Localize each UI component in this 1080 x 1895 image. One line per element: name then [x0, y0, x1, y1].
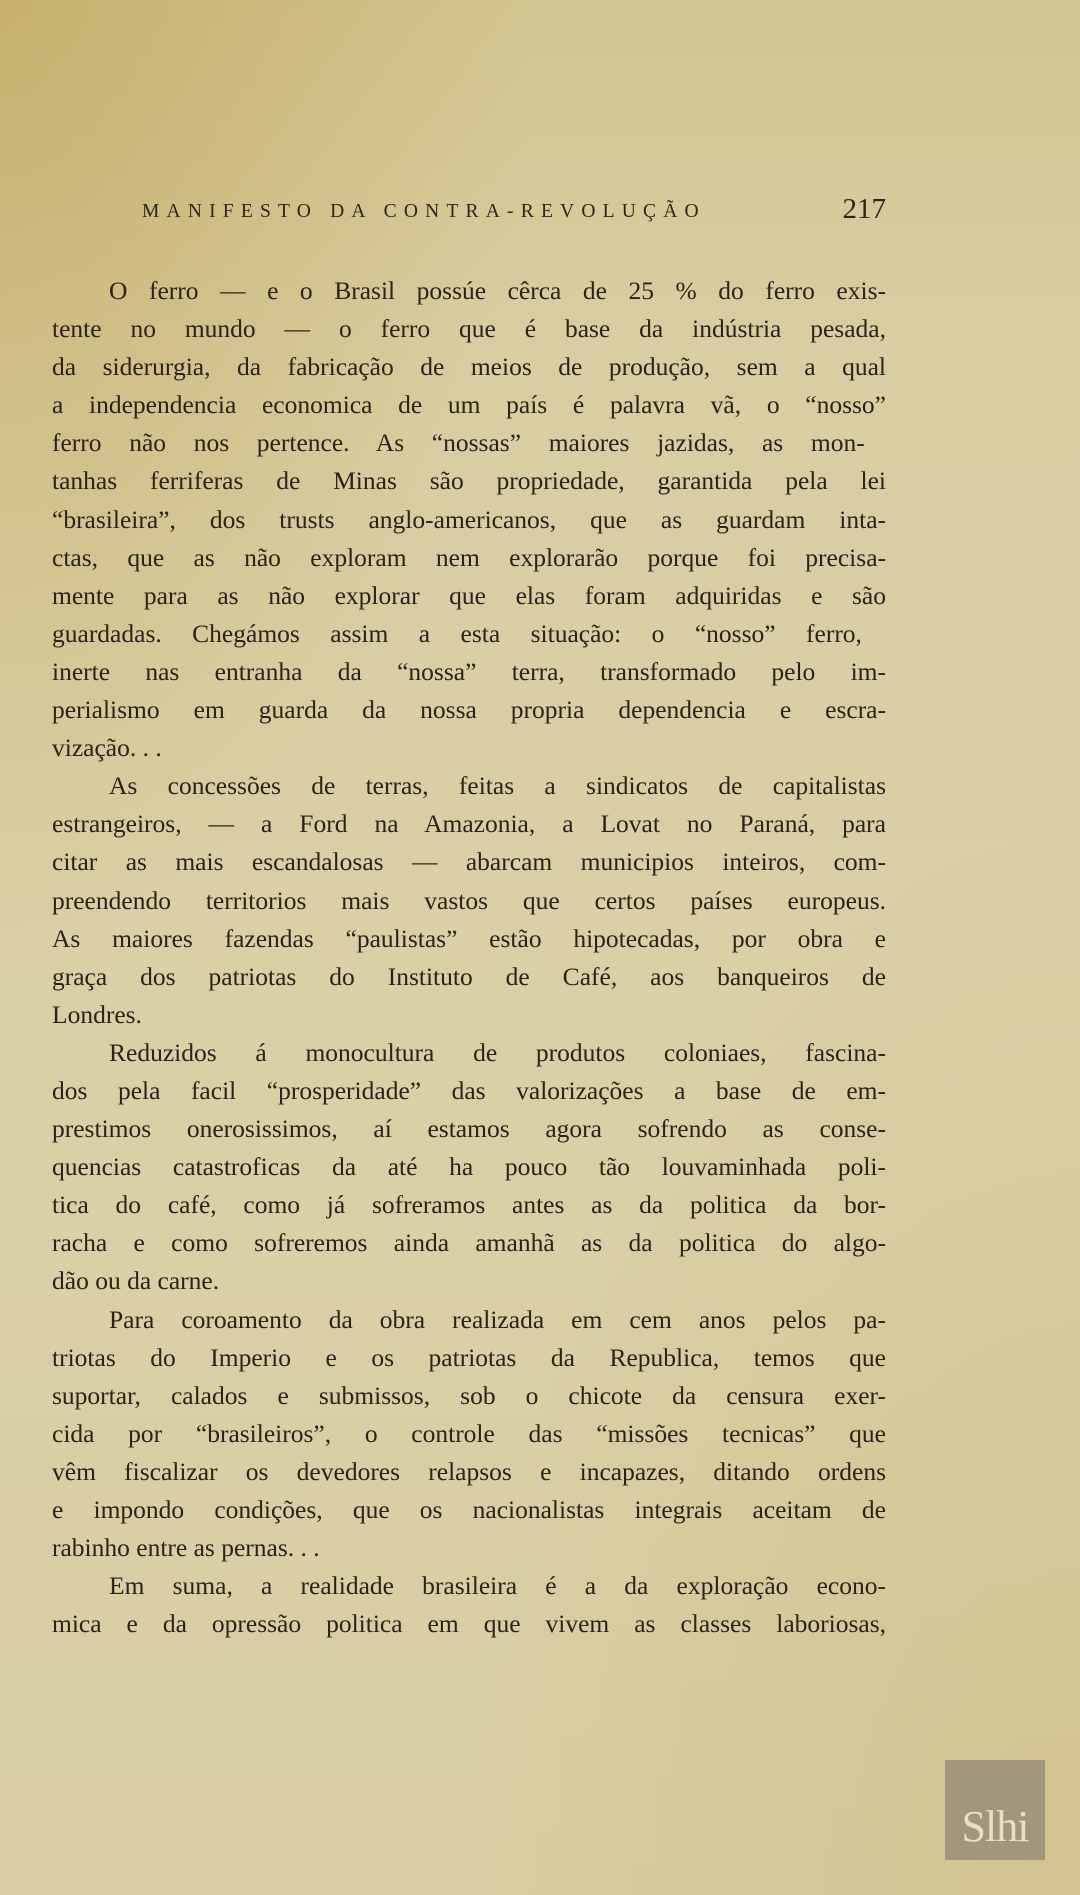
text-line: tica do café, como já sofreramos antes as da politica da bor-	[52, 1190, 886, 1220]
text-line: O ferro — e o Brasil possúe cêrca de 25 % do ferro exis-	[109, 276, 886, 305]
paragraph	[52, 1301, 886, 1568]
text-line: e impondo condições, que os nacionalistas integrais aceitam de	[52, 1495, 886, 1524]
text-line: Em suma, a realidade brasileira é a da exploração econo-	[109, 1571, 886, 1601]
running-head	[142, 193, 886, 229]
text-line: cida por “brasileiros”, o controle das “missões tecnicas” que	[52, 1418, 886, 1448]
text-line: mica e da opressão politica em que vivem as classes laboriosas,	[52, 1609, 886, 1639]
text-line: mente para as não explorar que elas foram adquiridas e são	[52, 580, 886, 610]
text-line: prestimos onerosissimos, aí estamos agora sofrendo as conse-	[52, 1114, 886, 1144]
watermark-text: Slhi	[961, 1802, 1029, 1851]
text-line: suportar, calados e submissos, sob o chicote da censura exer-	[52, 1380, 886, 1410]
paragraph	[52, 1567, 886, 1643]
text-line: As maiores fazendas “paulistas” estão hipotecadas, por obra e	[52, 923, 886, 953]
page-number: 217	[842, 193, 886, 225]
text-line: dão ou da carne.	[52, 1266, 220, 1296]
text-line: “brasileira”, dos trusts anglo-americanos, que as guardam inta-	[52, 504, 886, 534]
text-line: Para coroamento da obra realizada em cem anos pelos pa-	[109, 1304, 886, 1334]
text-line: da siderurgia, da fabricação de meios de produção, sem a qual	[52, 352, 886, 382]
text-line: rabinho entre as pernas. . .	[52, 1533, 320, 1563]
text-line: a independencia economica de um país é palavra vã, o “nosso”	[52, 390, 886, 420]
text-line: guardadas. Chegámos assim a esta situação: o “nosso” ferro,	[52, 618, 862, 648]
text-line: tente no mundo — o ferro que é base da indústria pesada,	[52, 314, 886, 344]
running-title: MANIFESTO DA CONTRA-REVOLUÇÃO	[142, 201, 706, 222]
paragraph	[52, 767, 886, 1034]
text-line: As concessões de terras, feitas a sindicatos de capitalistas	[109, 771, 886, 801]
text-line: perialismo em guarda da nossa propria dependencia e escra-	[52, 695, 886, 725]
paragraph	[52, 1034, 886, 1301]
text-line: vêm fiscalizar os devedores relapsos e incapazes, ditando ordens	[52, 1456, 886, 1486]
text-line: Reduzidos á monocultura de produtos coloniaes, fascina-	[109, 1037, 886, 1067]
text-line: preendendo territorios mais vastos que certos países europeus.	[52, 885, 886, 915]
text-line: triotas do Imperio e os patriotas da Republica, temos que	[52, 1342, 886, 1372]
text-line: inerte nas entranha da “nossa” terra, transformado pelo im-	[52, 656, 886, 686]
text-line: estrangeiros, — a Ford na Amazonia, a Lovat no Paraná, para	[52, 809, 886, 839]
text-line: racha e como sofreremos ainda amanhã as da politica do algo-	[52, 1228, 886, 1258]
text-line: dos pela facil “prosperidade” das valorizações a base de em-	[52, 1075, 886, 1105]
text-line: graça dos patriotas do Instituto de Café, aos banqueiros de	[52, 961, 886, 991]
text-line: Londres.	[52, 999, 142, 1029]
text-line: ferro não nos pertence. As “nossas” maiores jazidas, as mon-	[52, 428, 865, 458]
text-line: citar as mais escandalosas — abarcam municipios inteiros, com-	[52, 847, 886, 877]
text-line: ctas, que as não exploram nem explorarão porque foi precisa-	[52, 542, 886, 572]
body-text	[52, 272, 886, 1643]
paragraph	[52, 272, 886, 767]
text-line: vização. . .	[52, 733, 162, 763]
text-line: tanhas ferriferas de Minas são propriedade, garantida pela lei	[52, 466, 886, 496]
watermark-logo	[945, 1760, 1045, 1860]
text-line: quencias catastroficas da até ha pouco tão louvaminhada poli-	[52, 1152, 886, 1182]
